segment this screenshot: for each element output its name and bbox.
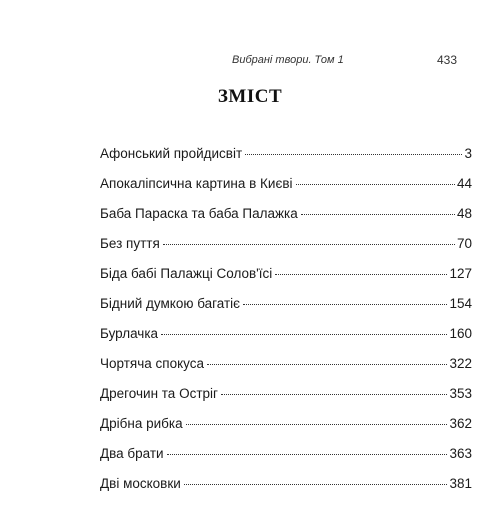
dot-leader xyxy=(167,454,448,455)
toc-entry-page: 154 xyxy=(449,296,472,311)
toc-entry-page: 363 xyxy=(449,446,472,461)
toc-entry-page: 127 xyxy=(449,266,472,281)
table-of-contents xyxy=(100,146,472,506)
toc-entry[interactable] xyxy=(100,266,472,296)
page-number: 433 xyxy=(436,53,457,67)
dot-leader xyxy=(186,424,448,425)
toc-entry[interactable] xyxy=(100,296,472,326)
toc-entry[interactable] xyxy=(100,446,472,476)
toc-entry[interactable] xyxy=(100,326,472,356)
toc-entry-title: Бурлачка xyxy=(100,326,159,341)
toc-entry[interactable] xyxy=(100,356,472,386)
toc-entry-title: Дрібна рибка xyxy=(100,416,183,431)
toc-entry-page: 48 xyxy=(456,206,472,221)
dot-leader xyxy=(275,274,447,275)
toc-entry-page: 353 xyxy=(449,386,472,401)
toc-entry-page: 70 xyxy=(456,236,472,251)
toc-entry-page: 322 xyxy=(449,356,472,371)
toc-entry-title: Бідний думкою багатіє xyxy=(100,296,241,311)
dot-leader xyxy=(245,154,462,155)
toc-entry-title: Біда бабі Палажці Солов'їсі xyxy=(100,266,273,281)
toc-entry-title: Два брати xyxy=(100,446,164,461)
toc-entry[interactable] xyxy=(100,176,472,206)
toc-entry[interactable] xyxy=(100,206,472,236)
dot-leader xyxy=(163,244,455,245)
toc-entry-page: 362 xyxy=(449,416,472,431)
toc-entry-page: 3 xyxy=(464,146,472,161)
dot-leader xyxy=(301,214,455,215)
toc-entry-title: Баба Параска та баба Палажка xyxy=(100,206,298,221)
dot-leader xyxy=(243,304,447,305)
dot-leader xyxy=(161,334,447,335)
toc-entry-title: Дві московки xyxy=(100,476,181,491)
toc-entry-title: Апокаліпсична картина в Києві xyxy=(100,176,293,191)
dot-leader xyxy=(207,364,447,365)
toc-heading: ЗМІСТ xyxy=(217,86,283,107)
toc-entry-page: 44 xyxy=(456,176,472,191)
toc-entry-page: 381 xyxy=(449,476,472,491)
toc-entry[interactable] xyxy=(100,146,472,176)
running-header xyxy=(0,54,500,70)
toc-entry[interactable] xyxy=(100,386,472,416)
toc-entry-title: Афонський пройдисвіт xyxy=(100,146,243,161)
toc-entry-title: Без пуття xyxy=(100,236,160,251)
toc-entry-title: Дрегочин та Остріг xyxy=(100,386,218,401)
dot-leader xyxy=(184,484,448,485)
dot-leader xyxy=(296,184,455,185)
toc-entry[interactable] xyxy=(100,416,472,446)
book-title: Вибрані твори. Том 1 xyxy=(232,54,344,66)
toc-entry[interactable] xyxy=(100,476,472,506)
toc-entry-page: 160 xyxy=(449,326,472,341)
toc-entry-title: Чортяча спокуса xyxy=(100,356,204,371)
dot-leader xyxy=(221,394,448,395)
toc-entry[interactable] xyxy=(100,236,472,266)
